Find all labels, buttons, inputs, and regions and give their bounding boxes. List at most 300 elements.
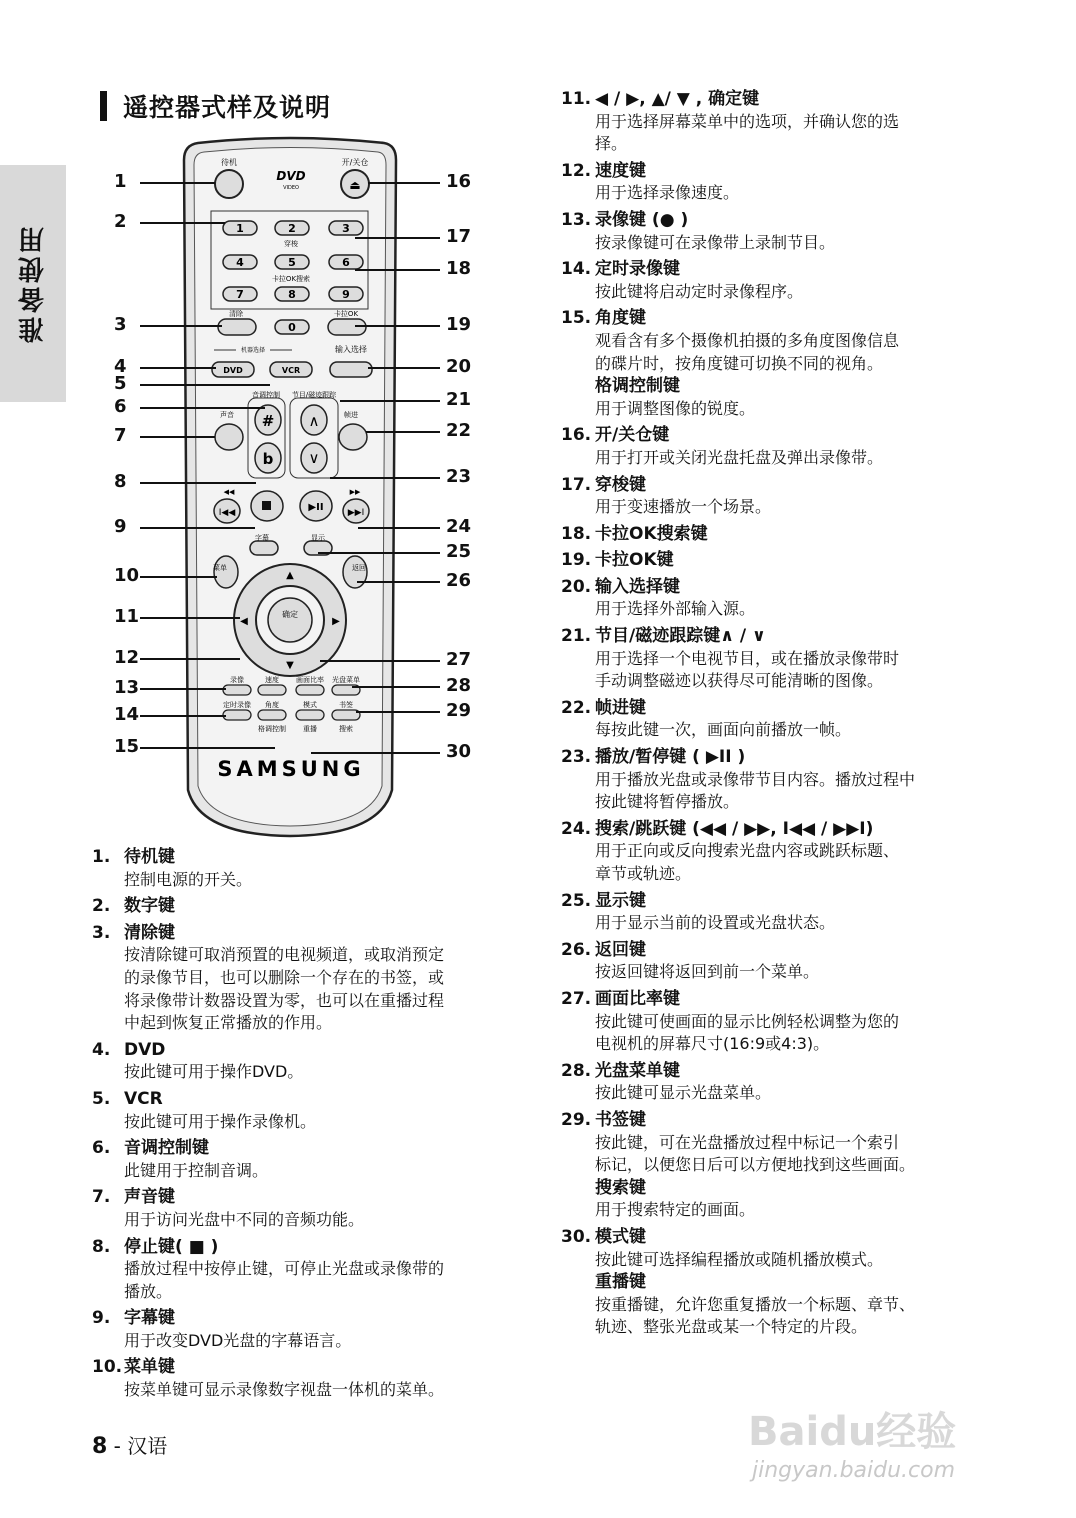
- item-heading: [561, 1109, 1001, 1132]
- description-line: 手动调整磁迹以获得尽可能清晰的图像。: [595, 671, 884, 691]
- item-number: 23.: [561, 747, 592, 768]
- description-item: [561, 1109, 1001, 1222]
- callout-number: 21: [446, 389, 472, 410]
- item-heading: [561, 474, 1001, 497]
- item-title: 菜单键: [124, 1357, 175, 1378]
- callout-number: 10: [114, 565, 140, 586]
- description-line: 控制电源的开关。: [124, 869, 253, 889]
- description-line: 此键用于控制音调。: [124, 1160, 269, 1180]
- item-title: 返回键: [595, 939, 646, 960]
- repeat-label: 重播: [303, 725, 317, 733]
- item-heading: [561, 160, 1001, 183]
- item-number: 2.: [92, 896, 111, 917]
- aspect-label: 画面比率: [296, 676, 324, 684]
- item-title: 待机键: [124, 847, 175, 867]
- angle-button[interactable]: [258, 710, 286, 720]
- subtitle-label: 字幕: [255, 534, 269, 542]
- description-item: [561, 890, 1001, 935]
- item-number: 4.: [92, 1039, 111, 1060]
- callout-number: 29: [446, 700, 472, 721]
- callout-number: 7: [114, 425, 127, 446]
- item-title: 显示键: [595, 890, 646, 911]
- return-button[interactable]: [343, 556, 367, 588]
- description-item: [561, 523, 1001, 546]
- description-line: 用于搜索特定的画面。: [595, 1200, 756, 1220]
- clear-label: 清除: [229, 310, 243, 318]
- sharpness-label: 格调控制: [258, 725, 286, 733]
- item-title: 开/关仓键: [595, 425, 670, 446]
- item-heading: [561, 576, 1001, 599]
- description-line: 用于显示当前的设置或光盘状态。: [595, 913, 836, 933]
- digit-label: 0: [288, 321, 296, 334]
- description-line: 按清除键可取消预置的电视频道，或取消预定: [124, 945, 445, 965]
- item-description: [561, 719, 1001, 742]
- item-title: 音调控制键: [124, 1138, 209, 1159]
- callout-number: 2: [114, 211, 127, 232]
- description-item: [561, 549, 1001, 572]
- description-line: 按返回键将返回到前一个菜单。: [595, 962, 820, 982]
- rewind-icon: ◀◀: [223, 488, 235, 496]
- description-line: 择。: [595, 134, 628, 154]
- item-number: 30.: [561, 1226, 592, 1247]
- item-heading: [561, 890, 1001, 913]
- item-heading: [561, 258, 1001, 281]
- eject-icon: ⏏: [349, 178, 361, 192]
- description-item: [561, 576, 1001, 621]
- description-item: [561, 988, 1001, 1056]
- description-line: 轨迹、整张光盘或某一个特定的片段。: [595, 1317, 868, 1337]
- item-number: 20.: [561, 576, 592, 597]
- page-footer: [92, 1430, 167, 1459]
- side-tab-label: 准备使用: [18, 223, 49, 344]
- description-line: 标记，以便您日后可以方便地找到这些画面。: [595, 1155, 916, 1175]
- subtitle-button[interactable]: [250, 541, 278, 555]
- item-description: [561, 1082, 1001, 1105]
- item-heading: [561, 88, 1001, 111]
- item-description: [561, 961, 1001, 984]
- item-heading: [561, 209, 1001, 232]
- item-description: [561, 281, 1001, 304]
- description-item: [92, 1236, 532, 1304]
- sharp-icon: #: [261, 412, 275, 430]
- item-title: 播放/暂停键 ( ▶II ): [595, 747, 746, 768]
- description-line: 用于正向或反向搜索光盘内容或跳跃标题、: [595, 841, 900, 861]
- vcr-button-label: VCR: [281, 366, 301, 375]
- dvd-logo-sub: VIDEO: [283, 185, 299, 191]
- description-line: 按此键将启动定时录像程序。: [595, 281, 804, 301]
- item-title: 数字键: [124, 896, 175, 917]
- callout-number: 5: [114, 373, 127, 394]
- item-title: 定时录像键: [595, 259, 680, 280]
- input-select-label: 输入选择: [335, 345, 367, 354]
- item-title: VCR: [124, 1088, 163, 1109]
- item-description: [561, 840, 1001, 885]
- track-label: 节目/磁迹跟踪: [291, 391, 337, 399]
- description-line: 播放。: [124, 1281, 173, 1301]
- description-item: [561, 818, 1001, 886]
- search-label: 搜索: [339, 725, 353, 733]
- footer-language: 汉语: [127, 1434, 168, 1458]
- bookmark-label: 书签: [339, 701, 353, 709]
- item-number: 17.: [561, 474, 592, 495]
- right-description-column: [561, 88, 1001, 1343]
- item-number: 6.: [92, 1138, 111, 1159]
- description-item: [92, 1186, 532, 1231]
- item-title: 模式键: [595, 1226, 646, 1247]
- item-number: 13.: [561, 209, 592, 230]
- arrow-right-icon: ▶: [332, 616, 340, 627]
- input-select-button[interactable]: [330, 362, 372, 377]
- karaoke-search-label: 卡拉OK搜索: [271, 275, 311, 283]
- skip-back-icon: I◀◀: [218, 508, 236, 518]
- key-control-label: 音调控制: [252, 391, 280, 399]
- item-title: 帧进键: [595, 697, 646, 718]
- callout-number: 30: [446, 741, 472, 762]
- item-number: 7.: [92, 1187, 111, 1208]
- display-label: 显示: [311, 534, 325, 542]
- digit-label: 2: [288, 222, 296, 235]
- description-line: 电视机的屏幕尺寸(16:9或4:3)。: [595, 1034, 830, 1054]
- item-number: 28.: [561, 1060, 592, 1081]
- item-description: [561, 1249, 1001, 1272]
- baidu-watermark: [708, 1400, 1068, 1510]
- item-description: [561, 111, 1001, 156]
- item-number: 8.: [92, 1236, 111, 1257]
- item-title: 画面比率键: [595, 988, 680, 1009]
- play-pause-icon: ▶II: [308, 502, 324, 513]
- item-heading: [92, 1039, 532, 1062]
- callout-number: 27: [446, 649, 472, 670]
- digit-label: 5: [288, 256, 296, 269]
- description-line: 按重播键，允许您重复播放一个标题、章节、: [595, 1294, 916, 1314]
- item-number: 16.: [561, 425, 592, 446]
- chevron-up-icon: ∧: [308, 412, 320, 430]
- item-title: 录像键 (● ): [595, 209, 689, 230]
- flat-icon: b: [262, 450, 274, 468]
- item-number: 25.: [561, 890, 592, 911]
- description-item: [561, 474, 1001, 519]
- description-line: 用于访问光盘中不同的音频功能。: [124, 1209, 365, 1229]
- rec-button[interactable]: [223, 685, 251, 695]
- item-heading: [561, 818, 1001, 841]
- digit-label: 8: [288, 288, 296, 301]
- item-number: 1.: [92, 847, 111, 867]
- description-item: [92, 1307, 532, 1352]
- callout-number: 20: [446, 356, 472, 377]
- item-heading: [561, 1226, 1001, 1249]
- description-line: 按此键，可在光盘播放过程中标记一个索引: [595, 1132, 900, 1152]
- item-description: [92, 1160, 532, 1183]
- description-line: 按此键可使画面的显示比例轻松调整为您的: [595, 1011, 900, 1031]
- item-title: 声音键: [124, 1187, 175, 1208]
- item-title: 角度键: [595, 308, 646, 329]
- item-heading: [92, 1307, 532, 1330]
- item-number: 24.: [561, 818, 592, 839]
- sub-heading: 重播键: [595, 1272, 646, 1293]
- item-sub-section: [561, 1177, 1001, 1222]
- item-description: [561, 769, 1001, 814]
- item-description: [561, 912, 1001, 935]
- item-description: [561, 447, 1001, 470]
- description-line: 按此键将暂停播放。: [595, 792, 740, 812]
- arrow-up-icon: ▲: [286, 570, 294, 581]
- skip-forward-icon: ▶▶I: [347, 508, 365, 518]
- description-line: 按此键可用于操作DVD。: [124, 1062, 304, 1082]
- callout-number: 4: [114, 356, 127, 377]
- speed-button[interactable]: [258, 685, 286, 695]
- item-heading: [561, 549, 1001, 572]
- description-item: [561, 625, 1001, 693]
- item-title: 卡拉OK搜索键: [595, 523, 708, 544]
- item-heading: [92, 895, 532, 918]
- description-line: 用于选择录像速度。: [595, 183, 740, 203]
- item-heading: [92, 1137, 532, 1160]
- callout-number: 1: [114, 171, 127, 192]
- arrow-down-icon: ▼: [286, 660, 294, 671]
- callout-number: 26: [446, 570, 472, 591]
- item-heading: [561, 625, 1001, 648]
- item-heading: [561, 988, 1001, 1011]
- item-description: [561, 232, 1001, 255]
- callout-number: 6: [114, 396, 127, 417]
- item-number: 14.: [561, 259, 592, 280]
- description-item: [561, 258, 1001, 303]
- callout-number: 13: [114, 677, 140, 698]
- item-number: 19.: [561, 550, 592, 571]
- item-number: 10.: [92, 1357, 123, 1378]
- description-item: [561, 697, 1001, 742]
- aspect-button[interactable]: [296, 685, 324, 695]
- description-line: 中起到恢复正常播放的作用。: [124, 1013, 333, 1033]
- item-description: [561, 1132, 1001, 1177]
- description-line: 用于改变DVD光盘的字幕语言。: [124, 1330, 352, 1350]
- description-line: 按菜单键可显示录像数字视盘一体机的菜单。: [124, 1380, 445, 1400]
- speed-label: 速度: [265, 676, 279, 684]
- bookmark-button[interactable]: [332, 710, 360, 720]
- description-line: 章节或轨迹。: [595, 864, 692, 883]
- item-heading: [92, 1236, 532, 1259]
- item-number: 18.: [561, 523, 592, 544]
- item-number: 11.: [561, 89, 592, 109]
- dvd-button-label: DVD: [223, 366, 243, 375]
- item-number: 3.: [92, 922, 111, 943]
- description-item: [561, 307, 1001, 420]
- description-line: 的录像节目，也可以删除一个存在的书签，或: [124, 967, 445, 987]
- callout-number: 11: [114, 606, 140, 627]
- callout-number: 14: [114, 704, 140, 725]
- description-item: [92, 846, 532, 891]
- item-heading: [92, 846, 532, 869]
- item-number: 22.: [561, 697, 592, 718]
- watermark-logo: Baidu经验: [748, 1409, 957, 1455]
- description-item: [92, 922, 532, 1035]
- description-line: 按录像键可在录像带上录制节目。: [595, 232, 836, 252]
- watermark-url: jingyan.baidu.com: [752, 1458, 956, 1483]
- item-title: 字幕键: [124, 1308, 175, 1329]
- item-number: 15.: [561, 308, 592, 329]
- item-description: [92, 1061, 532, 1084]
- callout-number: 23: [446, 466, 472, 487]
- callout-number: 19: [446, 314, 472, 335]
- description-line: 按此键可显示光盘菜单。: [595, 1083, 772, 1103]
- remote-face: [194, 148, 386, 827]
- item-title: 清除键: [124, 922, 175, 943]
- item-number: 9.: [92, 1308, 111, 1329]
- mode-label: 模式: [303, 701, 317, 709]
- description-line: 用于选择外部输入源。: [595, 599, 756, 619]
- item-title: 节目/磁迹跟踪键∧ / ∨: [595, 626, 766, 647]
- standby-button[interactable]: [215, 170, 243, 198]
- callout-number: 12: [114, 647, 140, 668]
- item-title: 卡拉OK键: [595, 550, 674, 571]
- item-title: 搜索/跳跃键 (◀◀ / ▶▶, I◀◀ / ▶▶I): [595, 818, 874, 839]
- item-heading: [92, 922, 532, 945]
- dvd-logo: DVD: [276, 169, 306, 183]
- callout-number: 28: [446, 675, 472, 696]
- item-heading: [92, 1088, 532, 1111]
- item-heading: [92, 1186, 532, 1209]
- description-line: 用于选择屏幕菜单中的选项，并确认您的选: [595, 111, 900, 131]
- item-heading: [561, 697, 1001, 720]
- item-number: 5.: [92, 1088, 111, 1109]
- standby-label: 待机: [221, 158, 237, 167]
- digit-label: 1: [236, 222, 244, 235]
- fast-forward-icon: ▶▶: [349, 488, 361, 496]
- description-line: 用于打开或关闭光盘托盘及弹出录像带。: [595, 447, 884, 467]
- brand-logo: SAMSUNG: [217, 757, 365, 781]
- item-description: [561, 648, 1001, 693]
- item-title: 速度键: [595, 160, 646, 181]
- item-description: [561, 598, 1001, 621]
- callout-number: 25: [446, 541, 472, 562]
- description-line: 将录像带计数器设置为零，也可以在重播过程: [124, 990, 445, 1010]
- clear-button[interactable]: [218, 319, 256, 335]
- angle-label: 角度: [265, 701, 279, 709]
- description-line: 用于调整图像的锐度。: [595, 398, 756, 418]
- menu-label: 菜单: [213, 564, 227, 572]
- item-heading: [561, 424, 1001, 447]
- description-item: [92, 1039, 532, 1084]
- mode-button[interactable]: [296, 710, 324, 720]
- description-line: 用于选择一个电视节目，或在播放录像带时: [595, 648, 900, 668]
- item-number: 21.: [561, 626, 592, 647]
- callout-number: 17: [446, 226, 472, 247]
- item-title: 穿梭键: [595, 474, 646, 495]
- callout-number: 8: [114, 471, 127, 492]
- audio-button[interactable]: [215, 424, 243, 450]
- item-title: DVD: [124, 1039, 166, 1060]
- item-heading: [561, 746, 1001, 769]
- callout-number: 18: [446, 258, 472, 279]
- item-title: 停止键( ■ ): [124, 1236, 219, 1257]
- item-heading: [561, 307, 1001, 330]
- item-description: [92, 1209, 532, 1232]
- callout-number: 15: [114, 736, 140, 757]
- page-number: 8: [92, 1434, 108, 1459]
- description-line: 观看含有多个摄像机拍摄的多角度图像信息: [595, 330, 900, 350]
- description-item: [561, 424, 1001, 469]
- callout-number: 16: [446, 171, 472, 192]
- item-title: 光盘菜单键: [595, 1060, 680, 1081]
- description-line: 播放过程中按停止键，可停止光盘或录像带的: [124, 1259, 445, 1279]
- item-description: [92, 1111, 532, 1134]
- audio-label: 声音: [220, 411, 234, 419]
- callout-number: 9: [114, 516, 127, 537]
- menu-button[interactable]: [214, 556, 238, 588]
- item-sub-section: [561, 375, 1001, 420]
- shuttle-label: 穿梭: [284, 240, 298, 248]
- enter-button[interactable]: [268, 598, 312, 642]
- description-item: [561, 209, 1001, 254]
- description-line: 用于播放光盘或录像带节目内容。播放过程中: [595, 769, 916, 789]
- item-title: 书签键: [595, 1109, 646, 1130]
- enter-label: 确定: [282, 610, 298, 619]
- description-item: [561, 1060, 1001, 1105]
- description-line: 按此键可用于操作录像机。: [124, 1111, 317, 1131]
- item-heading: [561, 523, 1001, 546]
- sub-heading: 搜索键: [595, 1177, 646, 1198]
- description-item: [561, 1226, 1001, 1339]
- arrow-left-icon: ◀: [240, 616, 248, 627]
- mode-select-label: 机器选择: [240, 347, 266, 354]
- item-number: 29.: [561, 1109, 592, 1130]
- item-number: 26.: [561, 939, 592, 960]
- description-item: [92, 895, 532, 918]
- open-close-label: 开/关仓: [341, 158, 369, 167]
- item-description: [92, 1379, 532, 1402]
- frame-label: 帧进: [344, 411, 358, 419]
- description-item: [92, 1356, 532, 1401]
- digit-label: 9: [342, 288, 350, 301]
- stop-icon: [262, 501, 271, 510]
- description-item: [92, 1137, 532, 1182]
- digit-label: 3: [342, 222, 350, 235]
- timer-rec-label: 定时录像: [223, 701, 251, 709]
- disc-menu-label: 光盘菜单: [332, 676, 360, 684]
- digit-label: 6: [342, 256, 350, 269]
- page-title: 遥控器式样及说明: [123, 93, 332, 122]
- description-line: 按此键可选择编程播放或随机播放模式。: [595, 1249, 884, 1269]
- digit-label: 4: [236, 256, 244, 269]
- description-item: [561, 88, 1001, 156]
- item-heading: [92, 1356, 532, 1379]
- item-number: 12.: [561, 160, 592, 181]
- description-line: 用于变速播放一个场景。: [595, 497, 772, 517]
- item-number: 27.: [561, 988, 592, 1009]
- item-description: [561, 330, 1001, 375]
- description-line: 的碟片时，按角度键可切换不同的视角。: [595, 353, 884, 373]
- item-description: [92, 869, 532, 892]
- item-description: [92, 944, 532, 1034]
- frame-button[interactable]: [339, 424, 367, 450]
- item-description: [92, 1258, 532, 1303]
- footer-separator: -: [113, 1434, 121, 1458]
- timer-rec-button[interactable]: [223, 710, 251, 720]
- callout-number: 22: [446, 420, 472, 441]
- callout-number: 3: [114, 314, 127, 335]
- item-title: ◀ / ▶, ▲/ ▼ , 确定键: [595, 89, 760, 109]
- sub-heading: 格调控制键: [595, 376, 680, 397]
- left-description-column: [92, 846, 532, 1406]
- item-heading: [561, 1060, 1001, 1083]
- description-line: 每按此键一次，画面向前播放一帧。: [595, 720, 852, 740]
- item-title: 输入选择键: [595, 576, 680, 597]
- item-description: [561, 182, 1001, 205]
- description-item: [561, 160, 1001, 205]
- callout-number: 24: [446, 516, 472, 537]
- item-description: [561, 1011, 1001, 1056]
- description-item: [92, 1088, 532, 1133]
